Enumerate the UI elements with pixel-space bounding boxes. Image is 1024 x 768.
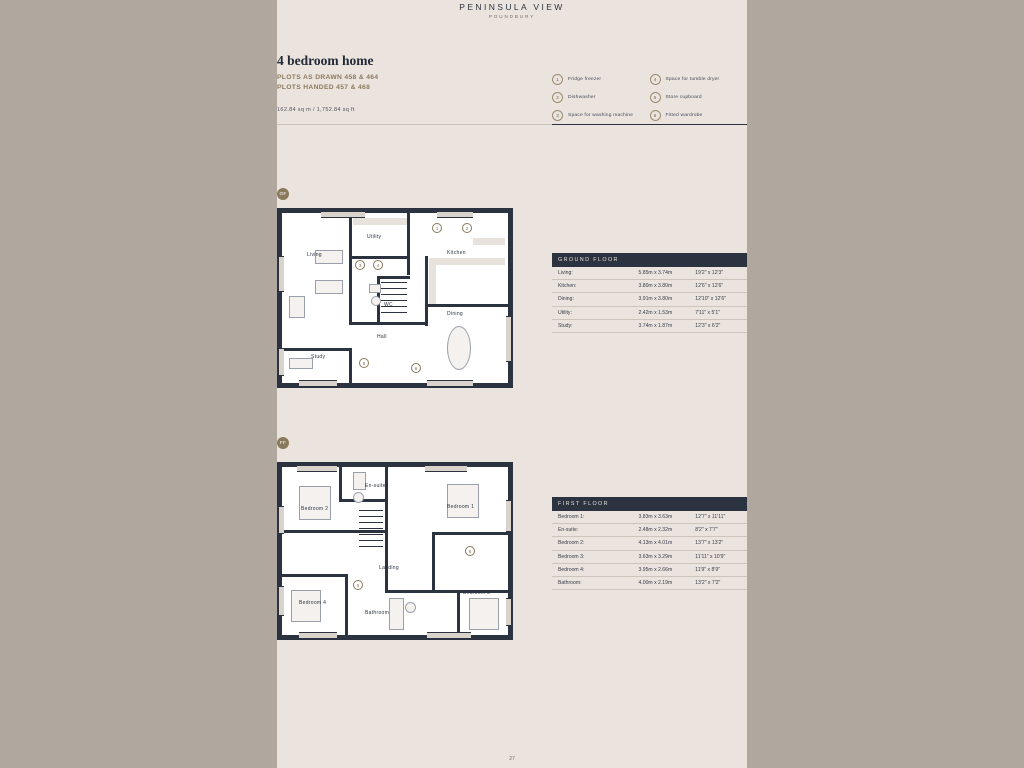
internal-wall (425, 304, 508, 307)
internal-wall (349, 348, 352, 383)
room-name: Study: (558, 322, 573, 329)
plots-as-drawn: PLOTS AS DRAWN 458 & 464 (277, 74, 379, 81)
stair-tread (381, 288, 407, 289)
room-metric: 4.00m x 2.19m (638, 580, 673, 587)
furniture (289, 296, 305, 318)
room-imperial: 8'2" x 7'7" (695, 527, 718, 534)
window (506, 316, 511, 362)
appliance-number-6: 6 (411, 363, 421, 373)
room-label-wc: WC (384, 302, 393, 308)
room-imperial: 12'3" x 6'2" (695, 322, 721, 329)
stair-tread (381, 312, 407, 313)
appliance-number-1: 1 (432, 223, 442, 233)
room-label-living: Living (307, 252, 322, 258)
room-label-landing: Landing (379, 565, 399, 571)
room-label-bedroom-1: Bedroom 1 (447, 504, 475, 510)
furniture (315, 280, 343, 294)
room-metric: 3.63m x 3.29m (638, 553, 673, 560)
room-imperial: 12'10" x 12'6" (695, 296, 727, 303)
room-imperial: 11'11" x 10'9" (695, 553, 726, 560)
legend-item (650, 74, 748, 85)
kitchen-units (429, 258, 436, 304)
brand-block (277, 0, 747, 19)
room-metric: 3.91m x 3.80m (638, 296, 673, 303)
utility-units (353, 218, 407, 225)
room-label-dining: Dining (447, 311, 463, 317)
legend-number-icon: 4 (650, 74, 661, 85)
room-imperial: 13'7" x 13'2" (695, 540, 724, 547)
legend-column-right (650, 74, 748, 128)
window (279, 506, 284, 534)
stair-tread (359, 534, 383, 535)
room-name: Living: (558, 270, 573, 277)
table-row (552, 537, 747, 550)
room-name: Bedroom 3: (558, 553, 585, 560)
room-label-hall: Hall (377, 334, 387, 340)
kitchen-units (473, 238, 505, 245)
window (427, 380, 473, 387)
room-name: Utility: (558, 309, 572, 316)
legend-number-icon: 1 (552, 74, 563, 85)
table-row (552, 511, 747, 524)
furniture (289, 358, 313, 369)
appliance-number-3: 3 (355, 260, 365, 270)
table-row (552, 320, 747, 333)
room-imperial: 12'7" x 11'11" (695, 514, 726, 521)
window (279, 256, 284, 292)
room-label-utility: Utility (367, 234, 382, 240)
legend-label: Fridge freezer (568, 77, 602, 82)
plot-info (277, 73, 378, 94)
dining-table (447, 326, 471, 370)
internal-wall (282, 530, 387, 533)
table-row (552, 524, 747, 537)
table-row (552, 564, 747, 577)
legend-label: Space for washing machine (568, 113, 634, 118)
floor-area: 162.84 sq m / 1,752.84 sq ft (277, 107, 355, 113)
first-floor-table (552, 497, 747, 590)
legend-label: Fitted wardrobe (665, 113, 703, 118)
appliance-number-6: 6 (465, 546, 475, 556)
ground-floor-badge: GF (277, 188, 289, 200)
stair-tread (381, 294, 407, 295)
window (297, 465, 337, 472)
table-row (552, 551, 747, 564)
room-name: En-suite: (558, 527, 579, 534)
appliance-number-2: 2 (462, 223, 472, 233)
room-metric: 2.48m x 2.32m (638, 527, 673, 534)
window (425, 465, 467, 472)
bath-fitting (389, 598, 404, 630)
room-imperial: 13'2" x 7'2" (695, 580, 721, 587)
internal-wall (339, 467, 342, 501)
stair-tread (381, 282, 407, 283)
bed-furniture (291, 590, 321, 622)
room-name: Bedroom 2: (558, 540, 585, 547)
page-number: 27 (509, 756, 515, 762)
window (437, 211, 473, 218)
ground-floor-table (552, 253, 747, 333)
room-metric: 3.80m x 3.80m (638, 283, 673, 290)
legend-item (552, 110, 650, 121)
legend-number-icon: 5 (650, 92, 661, 103)
stair-tread (359, 528, 383, 529)
room-name: Dining: (558, 296, 574, 303)
plots-handed: PLOTS HANDED 457 & 468 (277, 84, 371, 92)
room-label-bedroom-2: Bedroom 2 (301, 506, 329, 512)
room-name: Kitchen: (558, 283, 577, 290)
bath-fitting (405, 602, 416, 613)
internal-wall (425, 256, 428, 326)
room-imperial: 11'9" x 8'9" (695, 566, 720, 573)
legend-item (552, 92, 650, 103)
room-label-bathroom: Bathroom (365, 610, 390, 616)
first-floor-badge: FF (277, 437, 289, 449)
room-label-bedroom-4: Bedroom 4 (299, 600, 327, 606)
internal-wall (432, 532, 435, 592)
brochure-page (277, 0, 747, 768)
window (427, 632, 471, 639)
table-row (552, 307, 747, 320)
first-floor-plan (277, 462, 513, 640)
header-divider-accent (552, 124, 747, 125)
wc-fitting (371, 296, 381, 306)
room-metric: 2.42m x 1.53m (638, 309, 673, 316)
internal-wall (282, 574, 345, 577)
internal-wall (349, 322, 427, 325)
window (279, 586, 284, 616)
room-metric: 5.85m x 3.74m (638, 270, 673, 277)
brand-name: PENINSULA VIEW (459, 2, 565, 12)
stair-tread (359, 510, 383, 511)
window (279, 348, 284, 376)
legend-number-icon: 3 (552, 110, 563, 121)
wc-fitting (369, 284, 381, 293)
stair-tread (359, 546, 383, 547)
legend-item (650, 92, 748, 103)
ground-floor-plan (277, 208, 513, 388)
room-name: Bedroom 4: (558, 566, 585, 573)
internal-wall (432, 532, 508, 535)
legend-label: Dishwasher (568, 95, 596, 100)
bath-fitting (353, 492, 364, 503)
appliance-number-5: 5 (359, 358, 369, 368)
bed-furniture (299, 486, 331, 520)
legend-label: Store cupboard (665, 95, 702, 100)
window (506, 500, 511, 532)
window (299, 380, 337, 387)
internal-wall (457, 590, 460, 635)
stair-tread (359, 540, 383, 541)
room-name: Bathroom: (558, 580, 582, 587)
internal-wall (349, 213, 352, 325)
room-imperial: 7'11" x 5'1" (695, 309, 720, 316)
legend-item (650, 110, 748, 121)
bed-furniture (447, 484, 479, 518)
internal-wall (282, 348, 349, 351)
legend-column-left (552, 74, 650, 128)
legend (552, 74, 747, 128)
page-title: 4 bedroom home (277, 53, 374, 68)
appliance-number-4: 4 (373, 260, 383, 270)
internal-wall (407, 213, 410, 275)
legend-number-icon: 6 (650, 110, 661, 121)
room-label-study: Study (311, 354, 326, 360)
room-metric: 3.74m x 1.87m (638, 322, 673, 329)
internal-wall (345, 574, 348, 635)
window (321, 211, 365, 218)
appliance-number-5: 5 (353, 580, 363, 590)
window (299, 632, 337, 639)
room-label-kitchen: Kitchen (447, 250, 466, 256)
table-row (552, 267, 747, 280)
window (506, 598, 511, 626)
legend-number-icon: 2 (552, 92, 563, 103)
table-row (552, 293, 747, 306)
internal-wall (385, 530, 388, 592)
stair-tread (359, 522, 383, 523)
bed-furniture (469, 598, 499, 630)
room-metric: 4.13m x 4.01m (638, 540, 673, 547)
room-imperial: 12'6" x 12'6" (695, 283, 724, 290)
room-metric: 3.95m x 2.66m (638, 566, 673, 573)
internal-wall (377, 276, 410, 279)
room-label-bedroom-3: Bedroom 3 (463, 590, 491, 596)
table-header-first: FIRST FLOOR (552, 497, 747, 511)
stair-tread (381, 300, 407, 301)
table-header-ground: GROUND FLOOR (552, 253, 747, 267)
legend-label: Space for tumble dryer (665, 77, 720, 82)
table-row (552, 280, 747, 293)
kitchen-units (429, 258, 505, 265)
legend-item (552, 74, 650, 85)
brand-subtitle: POUNDBURY (488, 14, 536, 19)
room-label-ensuite: En-suite (365, 483, 386, 489)
room-metric: 3.83m x 3.63m (638, 514, 673, 521)
stair-tread (359, 516, 383, 517)
room-name: Bedroom 1: (558, 514, 585, 521)
table-row (552, 577, 747, 590)
room-imperial: 19'2" x 12'3" (695, 270, 724, 277)
internal-wall (349, 256, 410, 259)
